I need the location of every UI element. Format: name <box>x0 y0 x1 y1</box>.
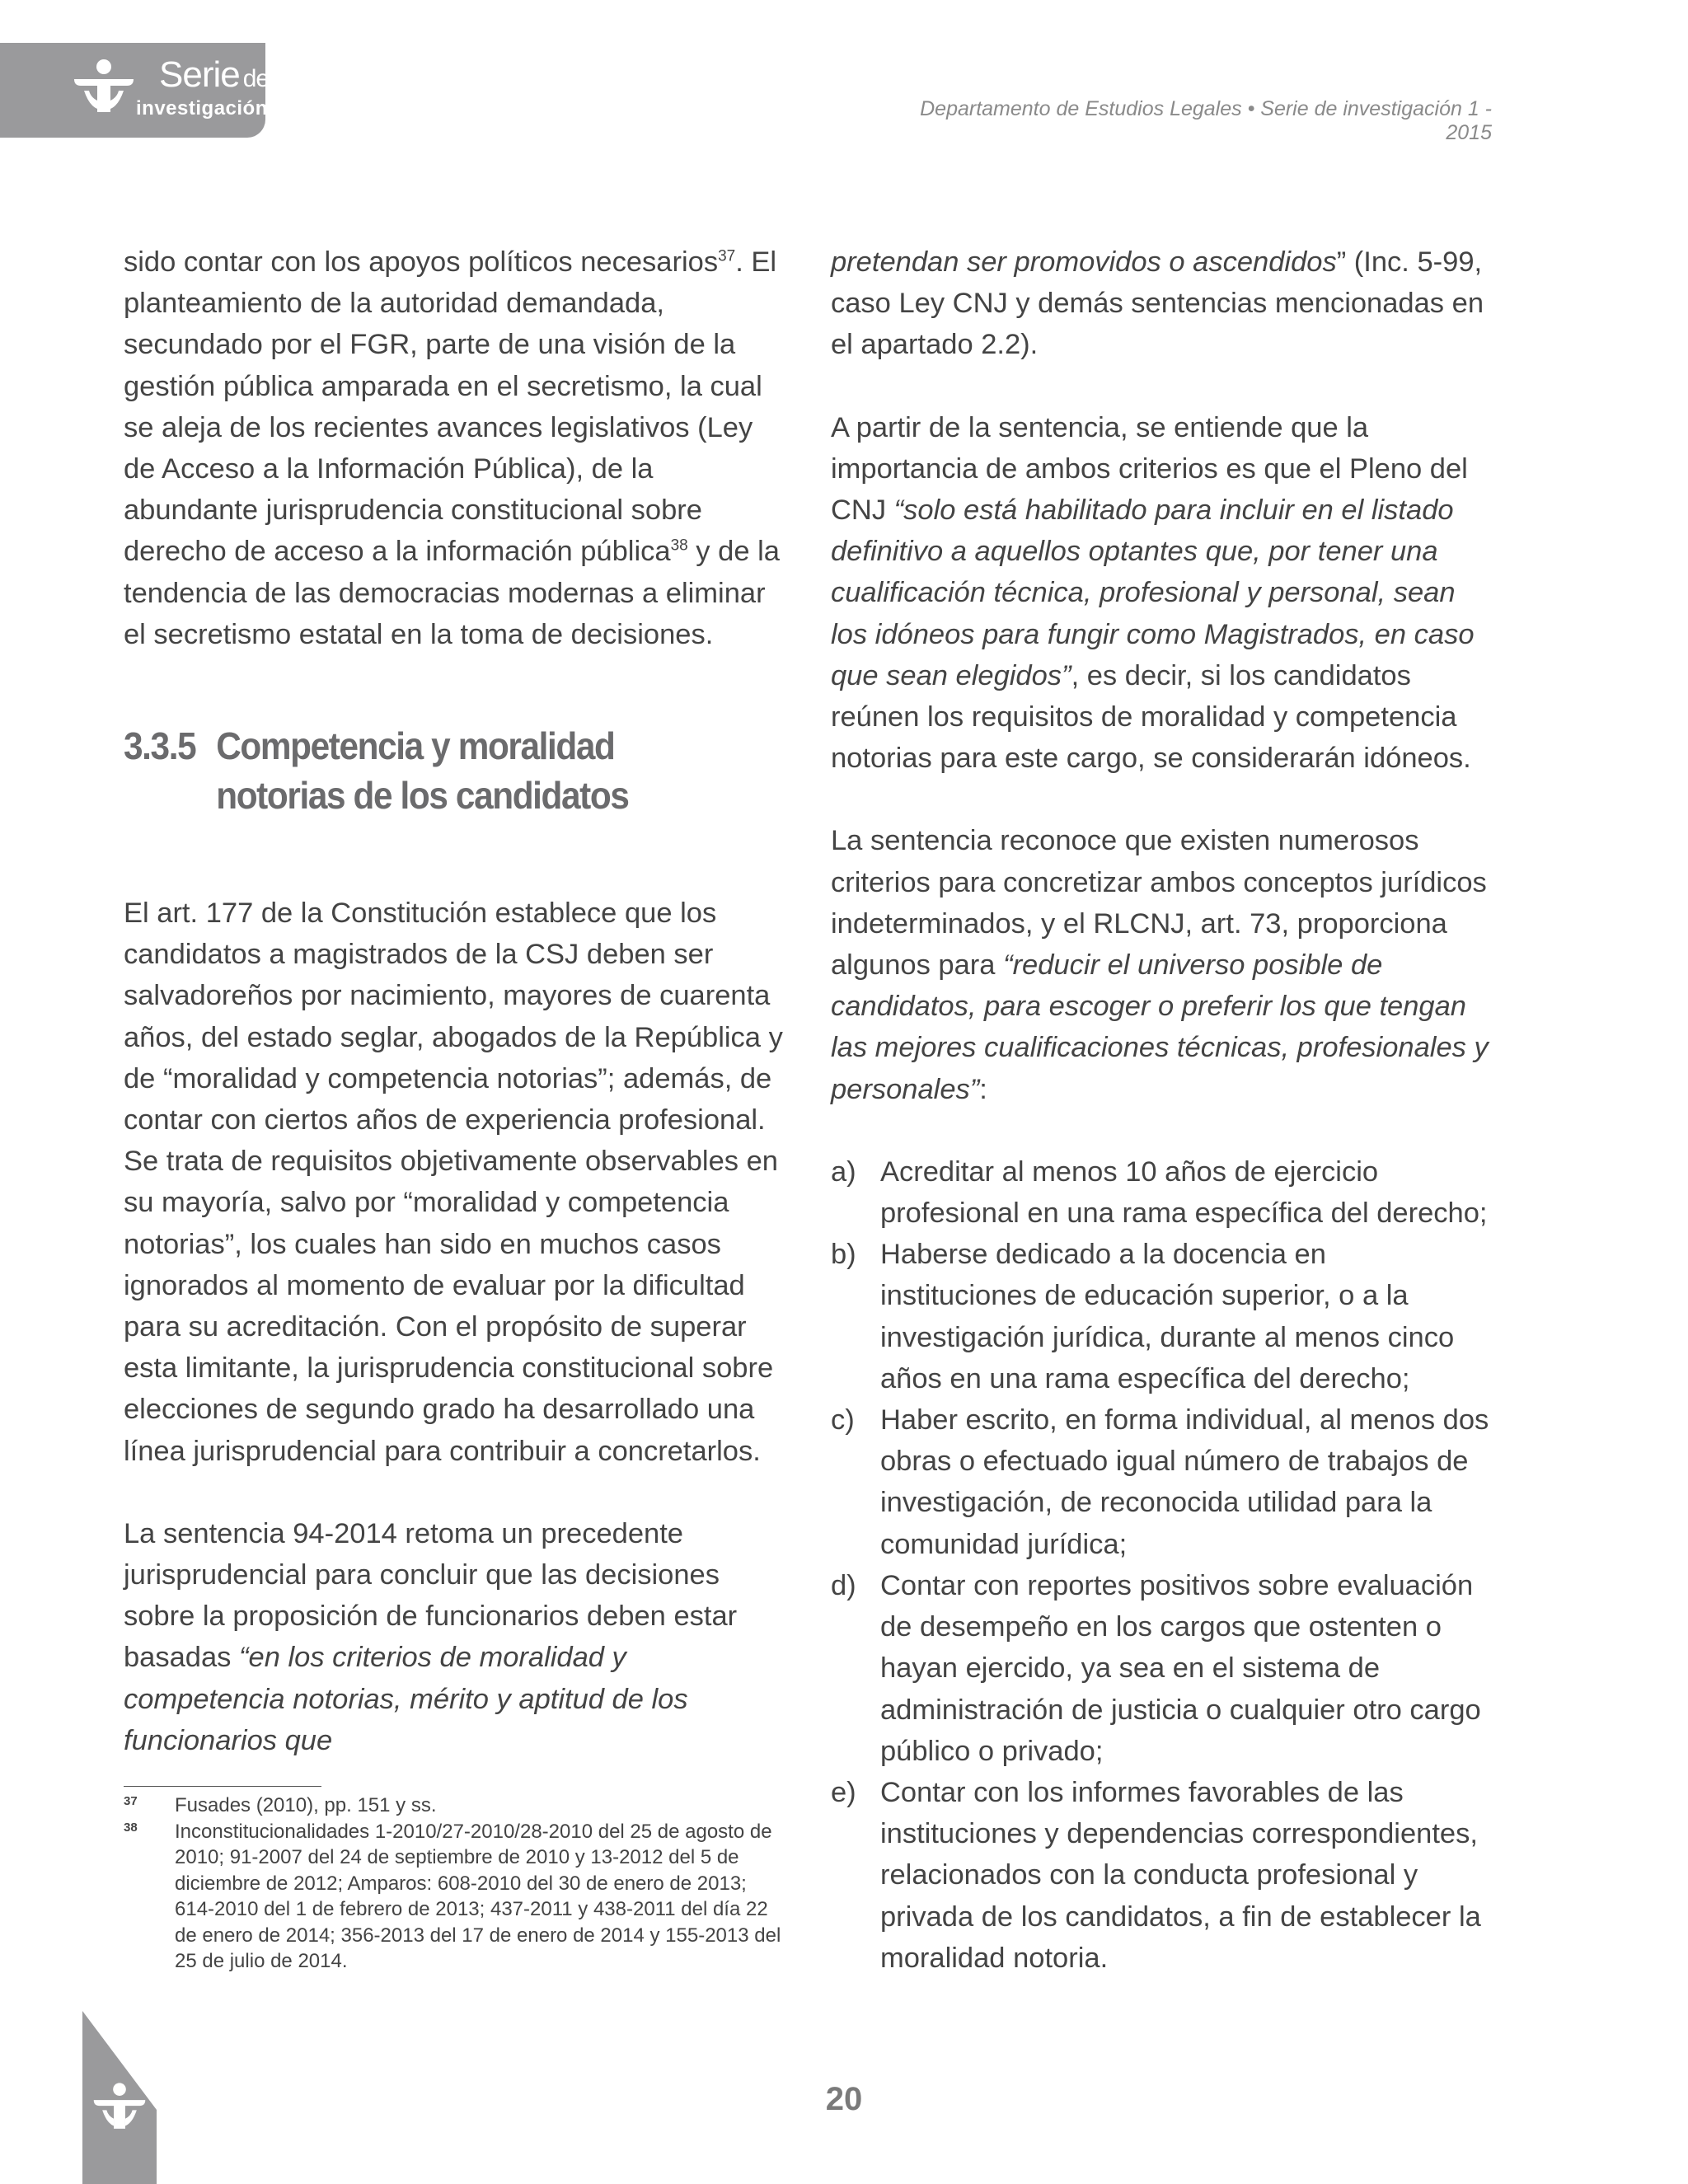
section-number: 3.3.5 <box>124 724 196 768</box>
footnote: 38 Inconstitucionalidades 1-2010/27-2010/28-2010 del 25 de agosto de 2010; 91-2007 del 24 de septiembre de 2010 y 13-2012 del 5 de diciembre de 2012; Amparos: 608-2010 del 30 de enero de 2013; 614-2010 del 1 de febrero de 2013; 437-2011 y 438-2011 del día 22 de enero de 2014; 356-2013 del 17 de enero de 2014 y 155-2013 del 25 de julio de 2014. <box>124 1820 781 1972</box>
left-column <box>124 241 783 1761</box>
list-item: d) Contar con reportes positivos sobre evaluación de desempeño en los cargos que ostenten o hayan ejercido, ya sea en el sistema de administración de justicia o cualquier otro cargo público o privado; <box>831 1569 1481 1767</box>
list-item: e) Contar con los informes favorables de las instituciones y dependencias correspondientes, relacionados con la conducta profesional y privada de los candidatos, a fin de establecer la moralidad notoria. <box>831 1776 1481 1974</box>
logo-icon <box>73 58 135 115</box>
paragraph: El art. 177 de la Constitución establece que los candidatos a magistrados de la CSJ deben ser salvadoreños por nacimiento, mayores de cuarenta años, del estado seglar, abogados de la República y de “moralidad y competencia notorias”; además, de contar con ciertos años de experiencia profesional. Se trata de requisitos objetivamente observables en su mayoría, salvo por “moralidad y competencia notorias”, los cuales han sido en muchos casos ignorados al momento de evaluar por la dificultad para su acreditación. Con el propósito de superar esta limitante, la jurisprudencia constitucional sobre elecciones de segundo grado ha desarrollado una línea jurisprudencial para contribuir a concretarlos. <box>124 898 783 1467</box>
page-number: 20 <box>825 2081 863 2117</box>
footnotes <box>124 1793 783 1975</box>
section-title: Competencia y moralidad notorias de los candidatos <box>216 724 629 818</box>
running-header: Departamento de Estudios Legales • Serie de investigación 1 - 2015 <box>920 97 1492 144</box>
logo-icon <box>92 2081 147 2132</box>
paragraph: sido contar con los apoyos políticos necesarios$^{37}$. El planteamiento de la autoridad demandada, secundado por el FGR, parte de una visión de la gestión pública amparada en el secretismo, la cual se aleja de los recientes avances legislativos (Ley de Acceso a la Información Pública), de la abundante jurisprudencia constitucional sobre derecho de acceso a la información pública$^{38}$ y de la tendencia de las democracias modernas a eliminar el secretismo estatal en la toma de decisiones. <box>124 246 780 650</box>
footnote-ref: 38 <box>670 537 688 555</box>
footnote: 37 Fusades (2010), pp. 151 y ss. <box>124 1794 437 1816</box>
brand-investigacion: investigación <box>136 97 268 120</box>
paragraph: La sentencia 94-2014 retoma un precedente jurisprudencial para concluir que las decisiones sobre la proposición de funcionarios deben estar basadas “en los criterios de moralidad y competencia notorias, mérito y aptitud de los funcionarios que <box>124 1517 738 1756</box>
right-column <box>831 241 1490 1979</box>
paragraph: A partir de la sentencia, se entiende que la importancia de ambos criterios es que el Pleno del CNJ “solo está habilitado para incluir en el listado definitivo a aquellos optantes que, por tener una cualificación técnica, profesional y personal, sean los idóneos para fungir como Magistrados, en caso que sean elegidos”, es decir, si los candidatos reúnen los requisitos de moralidad y competencia notorias para este cargo, se considerarán idóneos. <box>831 411 1475 775</box>
footnote-rule <box>124 1786 321 1787</box>
list-item: b) Haberse dedicado a la docencia en instituciones de educación superior, o a la investigación jurídica, durante al menos cinco años en una rama específica del derecho; <box>831 1239 1455 1394</box>
list-item: a) Acreditar al menos 10 años de ejercicio profesional en una rama específica del derecho; <box>831 1155 1488 1230</box>
criteria-list <box>831 1151 1490 1979</box>
paragraph: pretendan ser promovidos o ascendidos” (Inc. 5-99, caso Ley CNJ y demás sentencias mencionadas en el apartado 2.2). <box>831 246 1484 361</box>
paragraph: La sentencia reconoce que existen numerosos criterios para concretizar ambos conceptos jurídicos indeterminados, y el RLCNJ, art. 73, proporciona algunos para “reducir el universo posible de candidatos, para escoger o preferir los que tengan las mejores cualificaciones técnicas, profesionales y personales”: <box>831 825 1489 1105</box>
list-item: c) Haber escrito, en forma individual, al menos dos obras o efectuado igual número de trabajos de investigación, de reconocida utilidad para la comunidad jurídica; <box>831 1404 1489 1560</box>
section-heading <box>124 721 730 820</box>
footnote-ref: 37 <box>718 247 736 265</box>
brand-serie: Serie de <box>159 54 270 95</box>
